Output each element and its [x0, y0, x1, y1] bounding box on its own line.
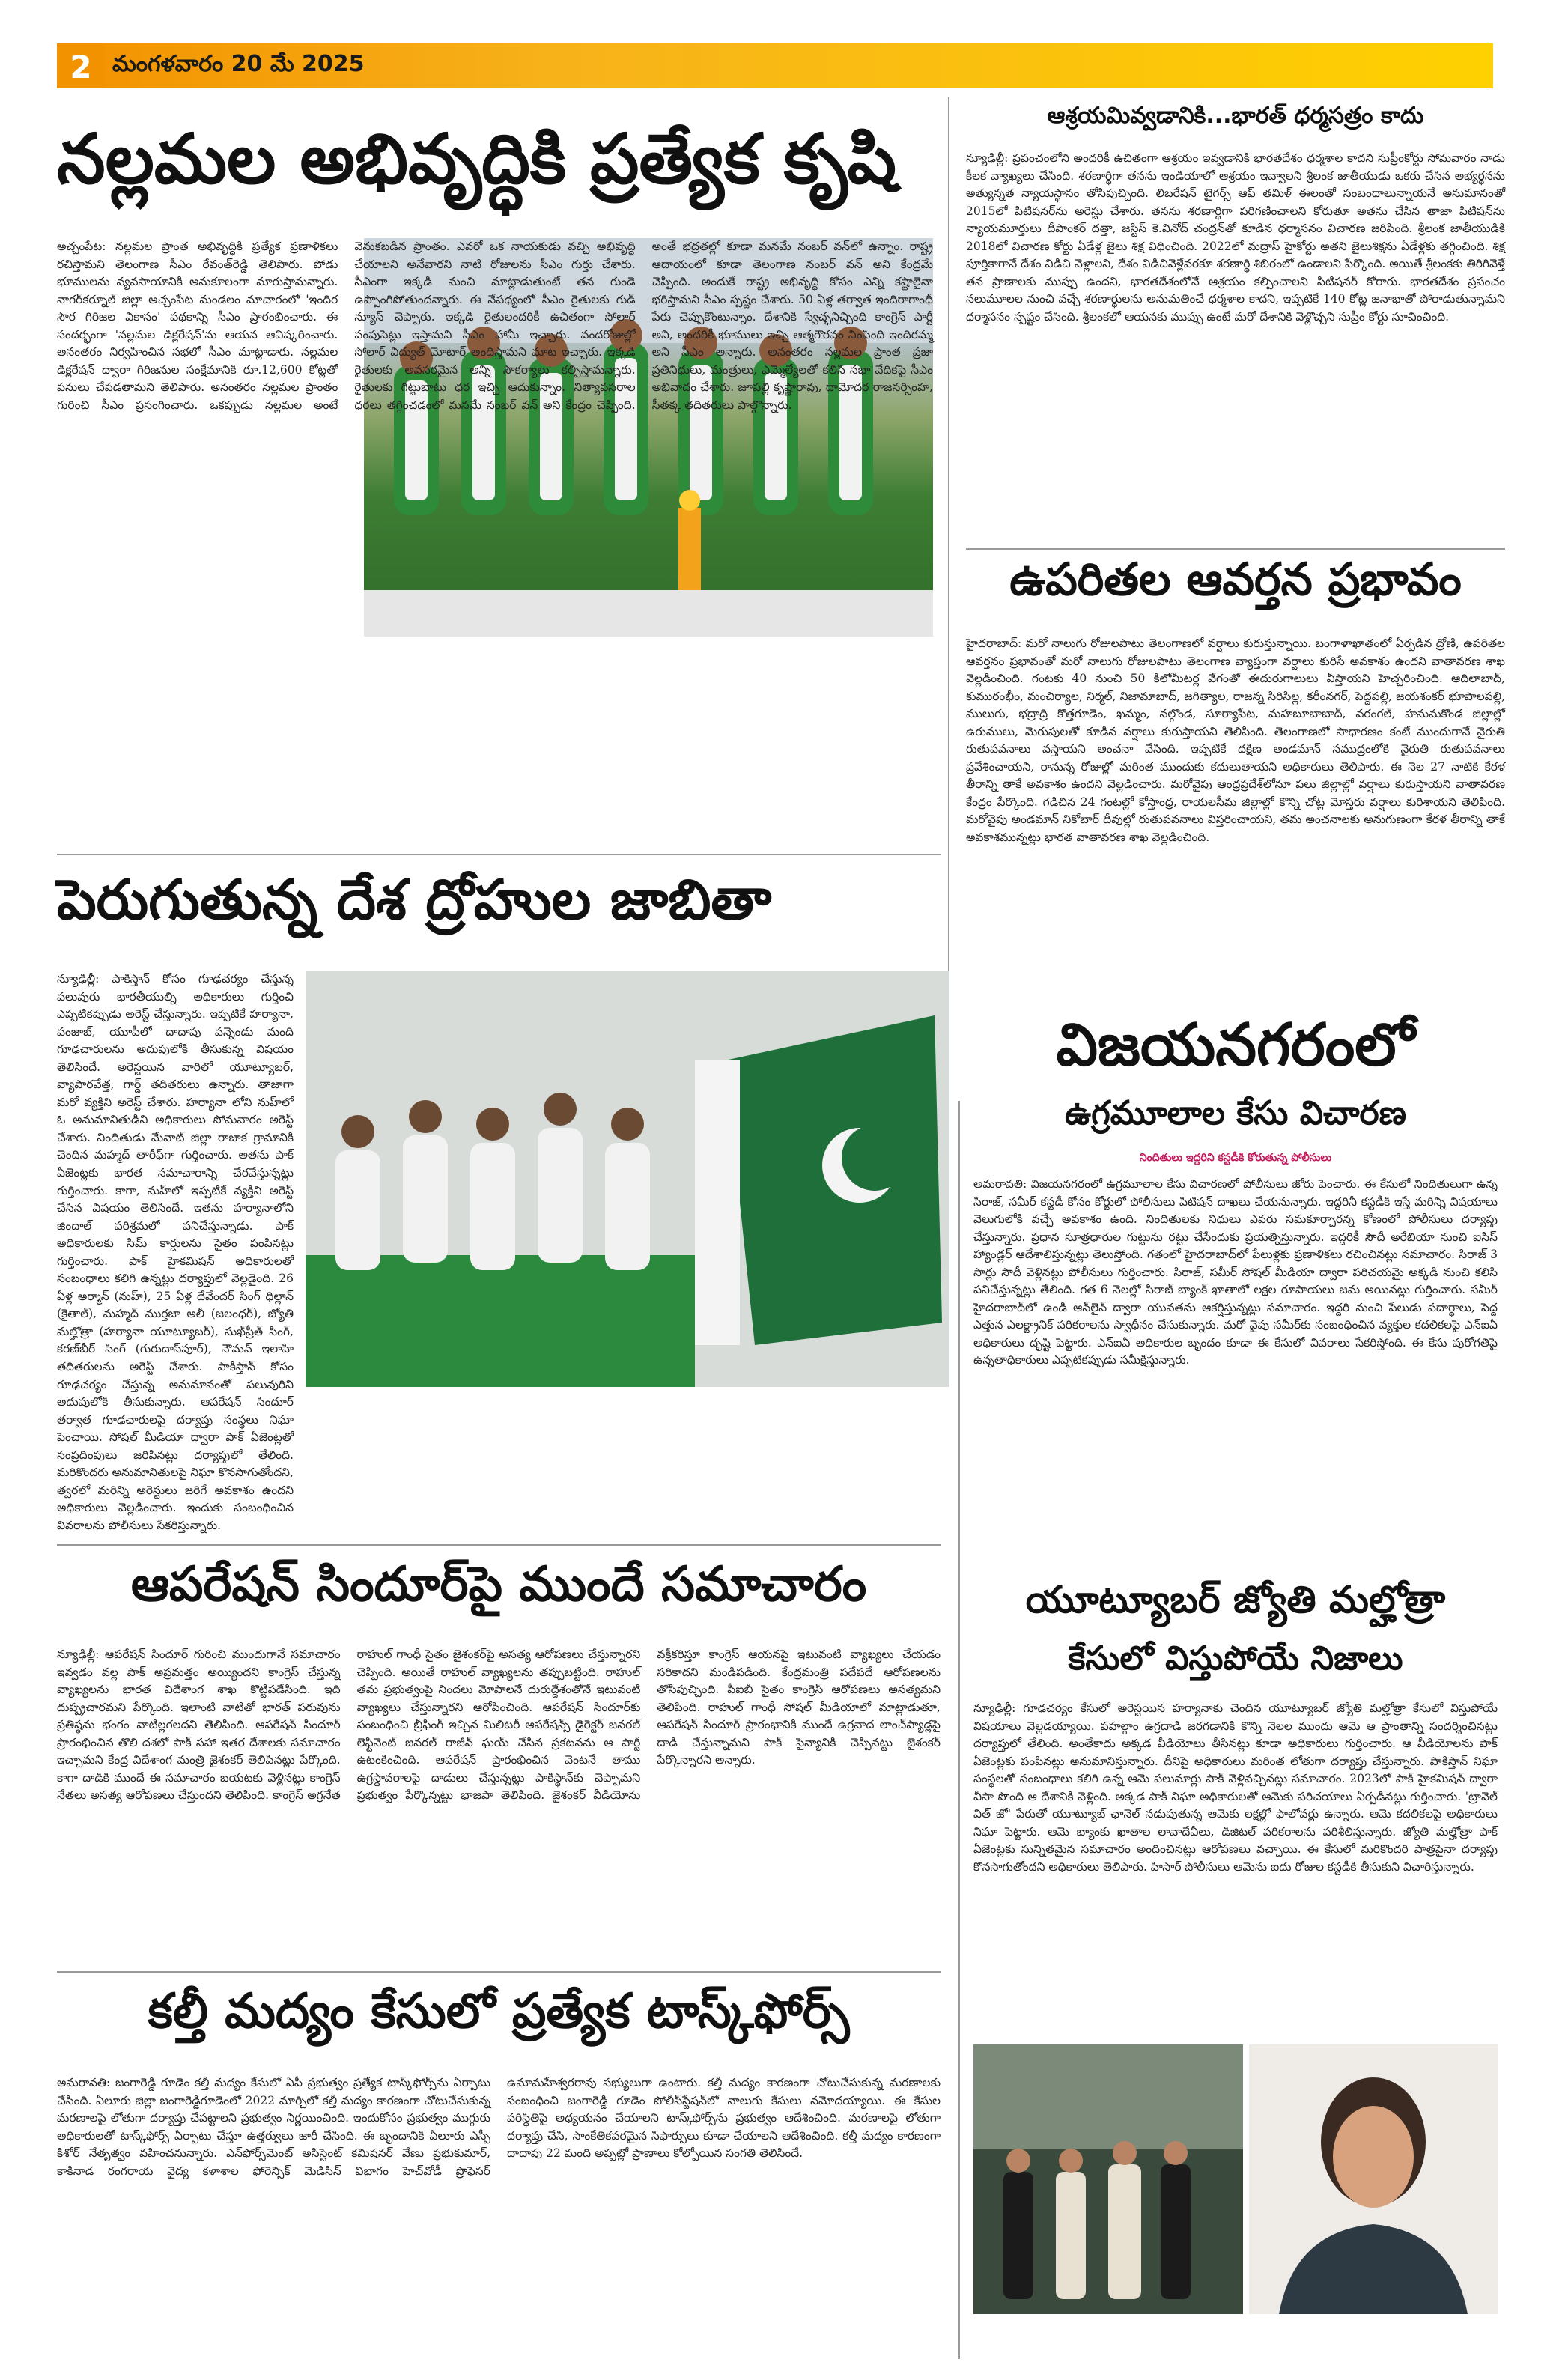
vijayanagaram-caption: నిందితులు ఇద్దరిని కస్టడీకి కోరుతున్న పోలీసులు — [1139, 1152, 1332, 1164]
page-number: 2 — [70, 49, 92, 85]
drohulu-divider — [57, 1544, 941, 1546]
ashraya-divider — [966, 548, 1505, 550]
drohulu-headline: పెరుగుతున్న దేశ ద్రోహుల జాబితా — [57, 868, 772, 932]
sindoor-body: న్యూఢిల్లీ: ఆపరేషన్ సిందూర్ గురించి ముందుగానే సమాచారం ఇవ్వడం వల్ల పాక్ అప్రమత్తం అయ్యిందని కాంగ్రెస్ చేస్తున్న వ్యాఖ్యలను భారత విదేశాంగ శాఖ కొట్టిపడేసింది. ఇది దుష్ప్రచారమని పేర్కొంది. ఇలాంటి వాటితో భారత్ పరువును ప్రతిష్ఠను భంగం వాటిల్లగలదని తెలిపింది. ఆపరేషన్ సిందూర్ ప్రారంభించిన తొలి దశలో పాక్ సహా ఇతర దేశాలకు సమాచారం ఇచ్చామని కేంద్ర విదేశాంగ మంత్రి జైశంకర్ తెలిపినట్లు పేర్కొంది. కాగా దాడికి ముందే ఈ సమాచారం బయటకు వెళ్లినట్లు కాంగ్రెస్ నేతలు అసత్య ఆరోపణలు చేస్తుందని తెలిపింది. కాంగ్రెస్ అగ్రనేత రాహుల్ గాంధీ సైతం జైశంకర్‌పై అసత్య ఆరోపణలు చేస్తున్నారని చెప్పింది. అయితే రాహుల్ వ్యాఖ్యలను తప్పుబట్టింది. రాహుల్ తమ ప్రభుత్వంపై నిందలు మోపాలనే దురుద్దేశంతోనే ఇటువంటి వ్యాఖ్యలు చేస్తున్నారని ఆరోపించింది. ఆపరేషన్ సిందూర్‌కు సంబంధించి బ్రీఫింగ్ ఇచ్చిన మిలిటరీ ఆపరేషన్స్ డైరెక్టర్ జనరల్ లెఫ్టినెంట్ జనరల్ రాజీవ్ ఘయ్ చేసిన ప్రకటనను ఆ పార్టీ ఉటంకించింది. ఆపరేషన్ ప్రారంభించిన వెంటనే తాము ఉగ్రస్థావరాలపై దాడులు చేస్తున్నట్లు పాకిస్థాన్‌కు చెప్పామని ప్రభుత్వం పేర్కొన్నట్టు భాజపా తెలిపింది. జైశంకర్ వీడియోను వక్రీకరిస్తూ కాంగ్రెస్ ఆయనపై ఇటువంటి వ్యాఖ్యలు చేయడం సరికాదని మండిపడింది. కేంద్రమంత్రి పదేపదే ఆరోపణలను తోసిపుచ్చింది. పీఐబీ సైతం కాంగ్రెస్ ఆరోపణలు అసత్యమని తెలిపింది. రాహుల్ గాంధీ సోషల్ మీడియాలో మాట్లాడుతూ, ఆపరేషన్ సిందూర్ ప్రారంభానికి ముందే ఉగ్రవాద లాంచ్‌ప్యాడ్లపై దాడి చేస్తున్నామని పాక్ సైన్యానికి చెప్పినట్టు జైశంకర్ పేర్కొన్నారని అన్నారు. — [57, 1648, 941, 1803]
vijayanagaram-body: అమరావతి: విజయనగరంలో ఉగ్రమూలాల కేసు విచారణలో పోలీసులు జోరు పెంచారు. ఈ కేసులో నిందితులుగా ఉన్న సిరాజ్, సమీర్ కస్టడీ కోసం కోర్టులో పోలీసులు పిటిషన్ దాఖలు చేయనున్నారు. ఇద్దరినీ కస్టడీకి ఇస్తే మరిన్ని విషయాలు వెలుగులోకి వచ్చే అవకాశం ఉంది. నిందితులకు నిధులు ఎవరు సమకూర్చారన్న కోణంలో పోలీసులు దర్యాప్తు చేస్తున్నారు. ప్రధాన సూత్రధారుల గుట్టును రట్టు చేసేందుకు ప్రయత్నిస్తున్నారు. ఇద్దరికీ సౌదీ అరేబియా నుంచి ఐసిస్ హ్యాండ్లర్ ఆదేశాలిస్తున్నట్లు తెలుస్తోంది. గతంలో హైదరాబాద్‌లో పేలుళ్లకు ప్రణాళికలు రచించినట్లు సమాచారం. సిరాజ్ 3 సార్లు సౌదీ వెళ్లినట్లు పోలీసులు గుర్తించారు. సిరాజ్, సమీర్ సోషల్ మీడియా ద్వారా పరిచయమై అక్కడి నుంచి కలిసి పనిచేస్తున్నట్లు తేలింది. గత 6 నెలల్లో సిరాజ్ బ్యాంక్ ఖాతాలో లక్షల రూపాయలు జమ అయినట్లు గుర్తించారు. సమీర్ హైదరాబాద్‌లో ఉండి ఆన్‌లైన్ ద్వారా యువతను ఆకర్షిస్తున్నట్లు సమాచారం. ఇద్దరి నుంచి పేలుడు పదార్థాలు, పెద్ద ఎత్తున ఎలక్ట్రానిక్ పరికరాలను స్వాధీనం చేసుకున్నారు. మరో వైపు సమీర్‌కు సంబంధించిన వ్యక్తుల కదలికలపై ఎన్ఐఏ అధికారులు దృష్టి పెట్టారు. ఎన్ఐఏ అధికారుల బృందం కూడా ఈ కేసులో వివరాలు సేకరిస్తోంది. ఈ కేసు పురోగతిపై ఉన్నతాధికారులు ఎప్పటికప్పుడు సమీక్షిస్తున్నారు. — [973, 1177, 1498, 1367]
column-divider-2 — [958, 1101, 960, 2359]
ashraya-headline: ఆశ్రయమివ్వడానికి...భారత్ ధర్మసత్రం కాదు — [1047, 103, 1424, 129]
column-divider — [948, 97, 949, 1093]
kalthi-headline: కల్తీ మద్యం కేసులో ప్రత్యేక టాస్క్‌ఫోర్స్ — [148, 1984, 850, 2039]
masthead-date: మంగళవారం 20 మే 2025 — [112, 51, 365, 77]
vijayanagaram-headline: విజయనగరంలో — [1056, 1012, 1415, 1079]
youtuber-photo-right — [1249, 2044, 1498, 2314]
crowd-with-flag-photo-icon — [306, 971, 949, 1387]
portrait-photo-icon — [1249, 2044, 1498, 2314]
youtuber-headline-1: యూట్యూబర్ జ్యోతి మల్హోత్రా — [1025, 1578, 1446, 1621]
youtuber-photo-left — [973, 2044, 1243, 2314]
vijayanagaram-subheadline: ఉగ్రమూలాల కేసు విచారణ — [1065, 1094, 1406, 1132]
sindoor-divider — [57, 1971, 941, 1973]
drohulu-body: న్యూఢిల్లీ: పాకిస్తాన్ కోసం గూఢచర్యం చేస్తున్న పలువురు భారతీయుల్ని అధికారులు గుర్తించి ఎప్పటికప్పుడు అరెస్ట్ చేస్తున్నారు. ఇప్పటికే హర్యానా, పంజాబ్, యూపీలో దాదాపు పన్నెండు మంది గూఢచారులను అదుపులోకి తీసుకున్న విషయం తెలిసిందే. అరెస్టయిన వారిలో యూట్యూబర్, వ్యాపారవేత్త, గార్డ్ తదితరులు ఉన్నారు. తాజాగా మరో వ్యక్తిని అరెస్ట్ చేశారు. హర్యానా లోని నుహ్‌లో ఓ అనుమానితుడిని అధికారులు సోమవారం అరెస్ట్ చేశారు. నిందితుడు మేవాట్ జిల్లా రాజాక గ్రామానికి చెందిన మహ్మద్ తారీఫ్‌గా గుర్తించారు. అతను పాక్ ఏజెంట్లకు భారత సమాచారాన్ని చేరవేస్తున్నట్లు గుర్తించారు. కాగా, నుహ్‌లో ఇప్పటికే వ్యక్తిని అరెస్ట్ చేసిన విషయం తెలిసిందే. ఇతను హర్యానాలోని జిందాల్ పరిశ్రమలో పనిచేస్తున్నాడు. పాక్ అధికారులకు సిమ్ కార్డులను సైతం పంపినట్లు గుర్తించారు. పాక్ హైకమిషన్ అధికారులతో సంబంధాలు కలిగి ఉన్నట్లు దర్యాప్తులో వెల్లడైంది. 26 ఏళ్ల అర్మాన్ (నుహ్), 25 ఏళ్ల దేవేందర్ సింగ్ ధిల్లాన్ (కైతాల్), మహ్మద్ ముర్తజా అలీ (జలంధర్), జ్యోతి మల్హోత్రా (హర్యానా యూట్యూబర్), సుఖ్‌ప్రీత్ సింగ్, కరణ్‌బీర్ సింగ్ (గురుదాస్‌పూర్), నౌమన్ ఇలాహి తదితరులను అరెస్ట్ చేశారు. పాకిస్తాన్ కోసం గూఢచర్యం చేస్తున్న అనుమానంతో పలువురిని అదుపులోకి తీసుకున్నారు. ఆపరేషన్ సిందూర్ తర్వాత గూఢచారులపై దర్యాప్తు సంస్థలు నిఘా పెంచాయి. సోషల్ మీడియా ద్వారా పాక్ ఏజెంట్లతో సంప్రదింపులు జరిపినట్లు దర్యాప్తులో తేలింది. మరికొందరు అనుమానితులపై నిఘా కొనసాగుతోందని, త్వరలో మరిన్ని అరెస్టులు జరిగే అవకాశం ఉందని అధికారులు వెల్లడించారు. ఇందుకు సంబంధించిన వివరాలను పోలీసులు సేకరిస్తున్నారు. — [57, 972, 294, 1532]
kalthi-body: అమరావతి: జంగారెడ్డి గూడెం కల్తీ మద్యం కేసులో ఏపీ ప్రభుత్వం ప్రత్యేక టాస్క్‌ఫోర్స్‌ను ఏర్పాటు చేసింది. ఏలూరు జిల్లా జంగారెడ్డిగూడెంలో 2022 మార్చిలో కల్తీ మద్యం కారణంగా చోటుచేసుకున్న మరణాలపై లోతుగా దర్యాప్తు చేపట్టాలని ప్రభుత్వం నిర్ణయించింది. ఇందుకోసం ప్రభుత్వం ముగ్గురు అధికారులతో టాస్క్‌ఫోర్స్ ఏర్పాటు చేస్తూ ఉత్తర్వులు జారీ చేసింది. ఈ బృందానికి ఏలూరు ఎస్పీ కిశోర్ నేతృత్వం వహించనున్నారు. ఎన్‌ఫోర్స్‌మెంట్ అసిస్టెంట్ కమిషనర్ వేణు ప్రభుకుమార్, కాకినాడ రంగరాయ వైద్య కళాశాల ఫోరెన్సిక్ మెడిసిన్ విభాగం హెచ్‌వోడీ ప్రొఫెసర్ ఉమామహేశ్వరరావు సభ్యులుగా ఉంటారు. కల్తీ మద్యం కారణంగా చోటుచేసుకున్న మరణాలకు సంబంధించి జంగారెడ్డి గూడెం పోలీస్‌స్టేషన్‌లో నాలుగు కేసులు నమోదయ్యాయి. ఈ కేసుల పరిస్థితిపై అధ్యయనం చేయాలని టాస్క్‌ఫోర్స్‌ను ప్రభుత్వం ఆదేశించింది. మరణాలపై లోతుగా దర్యాప్తు చేసి, సాంకేతికపరమైన సిఫార్సులు కూడా చేయాలని ఆదేశించింది. కల్తీ మద్యం కారణంగా దాదాపు 22 మంది అప్పట్లో ప్రాణాలు కోల్పోయిన సంగతి తెలిసిందే. — [57, 2076, 941, 2178]
youtuber-body: న్యూఢిల్లీ: గూఢచర్యం కేసులో అరెస్టయిన హర్యానాకు చెందిన యూట్యూబర్ జ్యోతి మల్హోత్రా కేసులో విస్తుపోయే విషయాలు వెల్లడయ్యాయి. పహల్గాం ఉగ్రదాడి జరగడానికి కొన్ని నెలల ముందు ఆమె ఆ ప్రాంతాన్ని సందర్శించినట్లు దర్యాప్తులో తేలింది. అంతేకాదు అక్కడ వీడియోలు తీసినట్లు కూడా అధికారులు గుర్తించారు. ఆ వీడియోలను పాక్ ఏజెంట్లకు పంపినట్లు అనుమానిస్తున్నారు. దీనిపై అధికారులు మరింత లోతుగా దర్యాప్తు చేస్తున్నారు. పాకిస్తాన్‌ నిఘా సంస్థలతో సంబంధాలు కలిగి ఉన్న ఆమె పలుమార్లు పాక్ వెళ్లివచ్చినట్లు సమాచారం. 2023లో పాక్ హైకమిషన్‌ ద్వారా వీసా పొంది ఆ దేశానికి వెళ్లింది. అక్కడ పాక్ నిఘా అధికారులతో ఆమెకు పరిచయాలు ఏర్పడినట్లు గుర్తించారు. 'ట్రావెల్ విత్ జో' పేరుతో యూట్యూబ్ ఛానెల్ నడుపుతున్న ఆమెకు లక్షల్లో ఫాలోవర్లు ఉన్నారు. ఆమె కదలికలపై అధికారులు నిఘా పెట్టారు. ఆమె బ్యాంకు ఖాతాల లావాదేవీలు, డిజిటల్ పరికరాలను పరిశీలిస్తున్నారు. జ్యోతి మల్హోత్రా పాక్ ఏజెంట్లకు సున్నితమైన సమాచారం అందించినట్లు ఆరోపణలు వచ్చాయి. ఈ కేసులో మరికొందరి పాత్రపైనా దర్యాప్తు కొనసాగుతోందని అధికారులు తెలిపారు. హిసార్ పోలీసులు ఆమెను ఐదు రోజుల కస్టడీకి తీసుకుని విచారిస్తున్నారు. — [973, 1701, 1498, 1874]
youtuber-headline-2: కేసులో విస్తుపోయే నిజాలు — [1068, 1639, 1403, 1678]
nallamala-body: అచ్చంపేట: నల్లమల ప్రాంత అభివృద్ధికి ప్రత్యేక ప్రణాళికలు రచిస్తామని తెలంగాణ సీఎం రేవంత్‌రెడ్డి తెలిపారు. పోడు భూములను వ్యవసాయానికి అనుకూలంగా మారుస్తామన్నారు. నాగర్‌కర్నూల్ జిల్లా అచ్చంపేట మండలం మాచారంలో 'ఇందిర సౌర గిరిజల వికాసం' పథకాన్ని సీఎం ప్రారంభించారు. ఈ సందర్భంగా 'నల్లమల డిక్లరేషన్'ను ఆయన ఆవిష్కరించారు. అనంతరం నిర్వహించిన సభలో సీఎం మాట్లాడారు. నల్లమల డిక్లరేషన్ ద్వారా గిరిజనుల సంక్షేమానికి రూ.12,600 కోట్లతో పనులు చేపడతామని తెలిపారు. అనంతరం నల్లమల ప్రాంతం గురించి సీఎం ప్రసంగించారు. ఒకప్పుడు నల్లమల అంటే వెనుకబడిన ప్రాంతం. ఎవరో ఒక నాయకుడు వచ్చి అభివృద్ధి చేయాలని అనేవారని నాటి రోజులను సీఎం గుర్తు చేశారు. సీఎంగా ఇక్కడి నుంచి మాట్లాడుతుంటే తన గుండె ఉప్పొంగిపోతుందన్నారు. ఈ నేపథ్యంలో సీఎం రైతులకు గుడ్ న్యూస్ చెప్పారు. ఇక్కడి రైతులందరికీ ఉచితంగా సోలార్ పంపుసెట్లు ఇస్తామని సీఎం హామీ ఇచ్చారు. వందరోజుల్లో సోలార్ విద్యుత్ మోటార్ అందిస్తామని మాట ఇచ్చారు. ఇక్కడి రైతులకు అవసరమైన అన్ని సౌకర్యాలు కల్పిస్తామన్నారు. రైతులకు గిట్టుబాటు ధర ఇచ్చి ఆదుకున్నాం. నిత్యావసరాల ధరలు తగ్గించడంలో మనమే నంబర్ వన్ అని కేంద్రం చెప్పింది. అంతే భద్రతల్లో కూడా మనమే నంబర్ వన్‌లో ఉన్నాం. రాష్ట్ర ఆదాయంలో కూడా తెలంగాణ నంబర్ వన్ అని కేంద్రమే చెప్పింది. అందుకే రాష్ట్ర అభివృద్ధి కోసం ఎన్ని కష్టాలైనా భరిస్తామని సీఎం స్పష్టం చేశారు. 50 ఏళ్ల తర్వాత ఇందిరాగాంధీ పేరు చెప్పుకొంటున్నాం. దేశానికి స్వేచ్ఛనిచ్చింది కాంగ్రెస్ పార్టీ అని, అందరికీ భూములు ఇచ్చి ఆత్మగౌరవం నింపింది ఇందిరమ్మ అని సీఎం అన్నారు. అనంతరం నల్లమల ప్రాంత ప్రజా ప్రతినిధులు, మంత్రులు, ఎమ్మెల్యేలతో కలిసి సభా వేదికపై సీఎం అభివాదం చేశారు. జూపల్లి కృష్ణారావు, దామోదర రాజనర్సింహ, సీతక్క తదితరులు పాల్గొన్నారు. — [57, 240, 933, 412]
uparitala-headline: ఉపరితల ఆవర్తన ప్రభావం — [1009, 553, 1462, 606]
event-group-photo-icon — [973, 2044, 1243, 2314]
sindoor-headline: ఆపరేషన్ సిందూర్‌పై ముందే సమాచారం — [130, 1557, 867, 1612]
drohulu-photo — [306, 971, 949, 1387]
ashraya-body: న్యూఢిల్లీ: ప్రపంచంలోని అందరికీ ఉచితంగా ఆశ్రయం ఇవ్వడానికి భారతదేశం ధర్మశాల కాదని సుప్రీంకోర్టు సోమవారం నాడు కీలక వ్యాఖ్యలు చేసింది. శరణార్థిగా తనను ఇండియాలో ఆశ్రయం ఇవ్వాలని శ్రీలంక జాతీయుడు ఒకరు చేసిన అభ్యర్థనను అత్యున్నత న్యాయస్థానం తోసిపుచ్చింది. లిబరేషన్ టైగర్స్ ఆఫ్ తమిళ్ ఈలంతో సంబంధాలున్నాయనే అనుమానంతో 2015లో పిటిషనర్‌ను అరెస్టు చేశారు. తనను శరణార్థిగా పరిగణించాలని కోరుతూ అతను చేసిన తాజా పిటిషన్‌ను న్యాయమూర్తులు దీపాంకర్ దత్తా, జస్టిస్ కె.వినోద్ చంద్రన్‌తో కూడిన ధర్మాసనం విచారణ జరిపింది. శ్రీలంక జాతీయుడికి 2018లో విచారణ కోర్టు ఏడేళ్ల జైలు శిక్ష విధించింది. 2022లో మద్రాస్ హైకోర్టు అతని జైలుశిక్షను ఏడేళ్లకు తగ్గించింది. శిక్ష పూర్తికాగానే దేశం విడిచి వెళ్లాలని, దేశం విడిచివెళ్లేవరకూ శరణార్థి శిబిరంలో ఉండాలని పేర్కొంది. అయితే శ్రీలంకకు తిరిగివెళ్తే తన ప్రాణాలకు ముప్పు ఉందని, భారతదేశంలోనే ఆశ్రయం కల్పించాలని పిటిషనర్ కోరారు. భారతదేశం ప్రపంచం నలుమూలల నుంచి వచ్చే శరణార్థులను అనుమతించే ధర్మశాల కాదని, ఇప్పటికే 140 కోట్ల జనాభాతో పోరాడుతున్నామని ధర్మాసనం స్పష్టం చేసింది. శ్రీలంకలో ఆయనకు ముప్పు ఉంటే మరో దేశానికి వెళ్లొచ్చని సుప్రీం కోర్టు సూచించింది. — [966, 151, 1505, 324]
uparitala-body: హైదరాబాద్: మరో నాలుగు రోజులపాటు తెలంగాణలో వర్షాలు కురుస్తున్నాయి. బంగాళాఖాతంలో ఏర్పడిన ద్రోణి, ఉపరితల ఆవర్తనం ప్రభావంతో మరో నాలుగు రోజులపాటు తెలంగాణ వ్యాప్తంగా వర్షాలు కురిసే అవకాశం ఉందని వాతావరణ శాఖ వెల్లడించింది. గంటకు 40 నుంచి 50 కిలోమీటర్ల వేగంతో ఈదురుగాలులు వీస్తాయని హెచ్చరించింది. ఆదిలాబాద్, కుమురంభీం, మంచిర్యాల, నిర్మల్, నిజామాబాద్, జగిత్యాల, రాజన్న సిరిసిల్ల, కరీంనగర్, పెద్దపల్లి, జయశంకర్ భూపాలపల్లి, ములుగు, భద్రాద్రి కొత్తగూడెం, ఖమ్మం, నల్గొండ, సూర్యాపేట, మహబూబాబాద్, వరంగల్, హనుమకొండ జిల్లాల్లో ఉరుములు, మెరుపులతో కూడిన వర్షాలు కురుస్తాయని తెలిపింది. తెలంగాణలో సాధారణం కంటే ముందుగానే నైరుతి రుతుపవనాలు వస్తాయని అంచనా వేసింది. ఇప్పటికే దక్షిణ అండమాన్ సముద్రంలోకి నైరుతి రుతుపవనాలు ప్రవేశించాయని, రానున్న రోజుల్లో మరింత ముందుకు కదులుతాయని అధికారులు తెలిపారు. ఈ నెల 27 నాటికి కేరళ తీరాన్ని తాకే అవకాశం ఉందని వెల్లడించారు. మరోవైపు ఆంధ్రప్రదేశ్‌లోనూ పలు జిల్లాల్లో వర్షాలు కురుస్తాయని వాతావరణ కేంద్రం పేర్కొంది. గడిచిన 24 గంటల్లో కోస్తాంధ్ర, రాయలసీమ జిల్లాల్లో కొన్ని చోట్ల మోస్తరు వర్షాలు కురిశాయని తెలిపింది. మరోవైపు అండమాన్ నికోబార్ దీవుల్లో రుతుపవనాలు విస్తరించాయని, తమ అంచనాలకు అనుగుణంగా కేరళ తీరాన్ని తాకే అవకాశమున్నట్లు భారత వాతావరణ శాఖ వెల్లడించింది. — [966, 637, 1505, 845]
drohulu-body-left — [57, 971, 294, 1540]
nallamala-headline: నల్లమల అభివృద్ధికి ప్రత్యేక కృషి — [57, 119, 897, 199]
nallamala-divider — [57, 854, 941, 855]
